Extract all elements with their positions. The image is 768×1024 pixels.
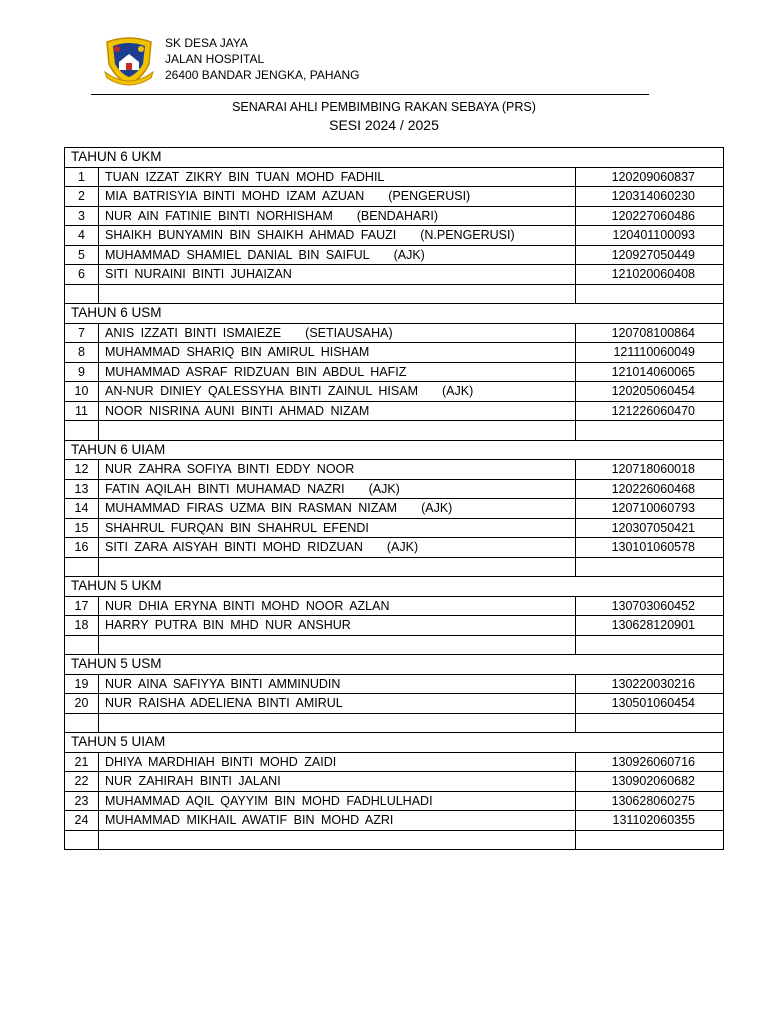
row-number: 3 [65,206,99,226]
table-row [65,791,724,811]
ic-number: 130628120901 [576,616,724,636]
member-name: SITI ZARA AISYAH BINTI MOHD RIDZUAN [105,540,363,555]
member-name: NUR DHIA ERYNA BINTI MOHD NOOR AZLAN [105,598,390,613]
table-row [65,772,724,792]
member-name-cell [99,694,576,714]
row-number: 22 [65,772,99,792]
blank-cell [576,284,724,304]
row-number: 11 [65,401,99,421]
member-name: NOOR NISRINA AUNI BINTI AHMAD NIZAM [105,403,370,418]
ic-number: 120209060837 [576,167,724,187]
table-row [65,596,724,616]
school-address [165,35,360,83]
blank-cell [65,635,99,655]
table-row [65,538,724,558]
member-name-cell [99,187,576,207]
row-number: 1 [65,167,99,187]
member-role: (PENGERUSI) [388,189,471,204]
ic-number: 120718060018 [576,460,724,480]
member-name-cell [99,245,576,265]
row-number: 20 [65,694,99,714]
row-number: 16 [65,538,99,558]
blank-row [65,557,724,577]
blank-cell [99,635,576,655]
member-name-cell [99,518,576,538]
member-name-cell [99,499,576,519]
member-name: DHIYA MARDHIAH BINTI MOHD ZAIDI [105,754,337,769]
member-name: MUHAMMAD SHAMIEL DANIAL BIN SAIFUL [105,247,370,262]
table-row [65,343,724,363]
blank-cell [99,557,576,577]
row-number: 19 [65,674,99,694]
member-name: SHAHRUL FURQAN BIN SHAHRUL EFENDI [105,520,369,535]
row-number: 24 [65,811,99,831]
section-header-row [65,655,724,675]
blank-cell [65,830,99,850]
ic-number: 130101060578 [576,538,724,558]
member-name: FATIN AQILAH BINTI MUHAMAD NAZRI [105,481,345,496]
section-header-row [65,304,724,324]
table-row [65,752,724,772]
section-header-row [65,733,724,753]
ic-number: 120227060486 [576,206,724,226]
member-role: (AJK) [386,540,419,555]
table-row [65,265,724,285]
row-number: 18 [65,616,99,636]
section-title: TAHUN 5 USM [65,655,724,675]
row-number: 23 [65,791,99,811]
member-name-cell [99,382,576,402]
member-name: NUR ZAHIRAH BINTI JALANI [105,774,281,789]
table-row [65,362,724,382]
row-number: 7 [65,323,99,343]
member-role: (AJK) [368,481,400,496]
member-name-cell [99,460,576,480]
table-row [65,167,724,187]
member-name-cell [99,811,576,831]
member-name-cell [99,362,576,382]
blank-cell [65,421,99,441]
section-header-row [65,148,724,168]
blank-cell [576,713,724,733]
table-row [65,382,724,402]
document-session: SESI 2024 / 2025 [329,117,439,133]
school-city: 26400 BANDAR JENGKA, PAHANG [165,68,360,82]
table-row [65,206,724,226]
blank-cell [576,421,724,441]
table-row [65,245,724,265]
ic-number: 130501060454 [576,694,724,714]
member-name-cell [99,226,576,246]
header-divider [91,94,649,95]
member-name: NUR ZAHRA SOFIYA BINTI EDDY NOOR [105,462,355,477]
table-row [65,479,724,499]
ic-number: 120401100093 [576,226,724,246]
ic-number: 120314060230 [576,187,724,207]
row-number: 15 [65,518,99,538]
member-name: NUR AIN FATINIE BINTI NORHISHAM [105,208,333,223]
section-title: TAHUN 5 UKM [65,577,724,597]
blank-cell [576,635,724,655]
blank-row [65,830,724,850]
section-header-row [65,440,724,460]
member-name-cell [99,772,576,792]
ic-number: 130220030216 [576,674,724,694]
member-name-cell [99,265,576,285]
member-role: (AJK) [393,247,425,262]
row-number: 17 [65,596,99,616]
school-street: JALAN HOSPITAL [165,52,265,66]
member-name-cell [99,206,576,226]
member-name-cell [99,538,576,558]
blank-cell [99,284,576,304]
section-title: TAHUN 6 USM [65,304,724,324]
member-role: (SETIAUSAHA) [305,325,393,340]
member-name-cell [99,616,576,636]
ic-number: 131102060355 [576,811,724,831]
member-name-cell [99,343,576,363]
table-row [65,616,724,636]
blank-row [65,284,724,304]
row-number: 4 [65,226,99,246]
member-name: TUAN IZZAT ZIKRY BIN TUAN MOHD FADHIL [105,169,385,184]
table-row [65,460,724,480]
ic-number: 121014060065 [576,362,724,382]
member-name: MUHAMMAD ASRAF RIDZUAN BIN ABDUL HAFIZ [105,364,407,379]
member-role: (N.PENGERUSI) [420,228,515,243]
member-name-cell [99,596,576,616]
blank-cell [65,713,99,733]
table-row [65,187,724,207]
table-row [65,226,724,246]
member-name: MUHAMMAD MIKHAIL AWATIF BIN MOHD AZRI [105,813,394,828]
member-name: MUHAMMAD AQIL QAYYIM BIN MOHD FADHLULHADI [105,793,433,808]
row-number: 10 [65,382,99,402]
table-row [65,811,724,831]
blank-cell [65,557,99,577]
ic-number: 120226060468 [576,479,724,499]
member-name-cell [99,401,576,421]
blank-cell [99,421,576,441]
row-number: 12 [65,460,99,480]
member-role: (BENDAHARI) [356,208,439,223]
blank-cell [576,557,724,577]
ic-number: 121226060470 [576,401,724,421]
ic-number: 130703060452 [576,596,724,616]
member-name: SITI NURAINI BINTI JUHAIZAN [105,267,292,282]
row-number: 8 [65,343,99,363]
member-name: NUR AINA SAFIYYA BINTI AMMINUDIN [105,676,341,691]
row-number: 9 [65,362,99,382]
member-name-cell [99,167,576,187]
section-header-row [65,577,724,597]
member-name: MUHAMMAD SHARIQ BIN AMIRUL HISHAM [105,345,370,360]
row-number: 14 [65,499,99,519]
ic-number: 130926060716 [576,752,724,772]
ic-number: 120205060454 [576,382,724,402]
ic-number: 120307050421 [576,518,724,538]
row-number: 13 [65,479,99,499]
blank-row [65,635,724,655]
member-name: ANIS IZZATI BINTI ISMAIEZE [105,325,282,340]
school-name: SK DESA JAYA [165,36,248,50]
row-number: 2 [65,187,99,207]
document-title: SENARAI AHLI PEMBIMBING RAKAN SEBAYA (PRS) [232,100,536,114]
ic-number: 121110060049 [576,343,724,363]
table-row [65,674,724,694]
member-role: (AJK) [441,384,474,399]
row-number: 21 [65,752,99,772]
table-row [65,401,724,421]
table-row [65,694,724,714]
ic-number: 130902060682 [576,772,724,792]
member-name-cell [99,479,576,499]
row-number: 5 [65,245,99,265]
section-title: TAHUN 6 UKM [65,148,724,168]
member-table [64,147,724,850]
blank-cell [99,830,576,850]
ic-number: 130628060275 [576,791,724,811]
member-name: AN-NUR DINIEY QALESSYHA BINTI ZAINUL HISAM [105,384,418,399]
table-row [65,518,724,538]
member-name: NUR RAISHA ADELIENA BINTI AMIRUL [105,696,343,711]
member-name: SHAIKH BUNYAMIN BIN SHAIKH AHMAD FAUZI [105,228,397,243]
member-name-cell [99,752,576,772]
blank-row [65,421,724,441]
row-number: 6 [65,265,99,285]
table-row [65,323,724,343]
ic-number: 120710060793 [576,499,724,519]
ic-number: 120927050449 [576,245,724,265]
member-name-cell [99,674,576,694]
table-row [65,499,724,519]
blank-cell [576,830,724,850]
member-name-cell [99,323,576,343]
member-name: MUHAMMAD FIRAS UZMA BIN RASMAN NIZAM [105,501,398,516]
member-name: MIA BATRISYIA BINTI MOHD IZAM AZUAN [105,189,365,204]
blank-row [65,713,724,733]
member-role: (AJK) [421,501,453,516]
member-name-cell [99,791,576,811]
school-crest-icon [101,34,157,86]
member-name: HARRY PUTRA BIN MHD NUR ANSHUR [105,618,351,633]
section-title: TAHUN 5 UIAM [65,733,724,753]
blank-cell [99,713,576,733]
ic-number: 120708100864 [576,323,724,343]
ic-number: 121020060408 [576,265,724,285]
blank-cell [65,284,99,304]
section-title: TAHUN 6 UIAM [65,440,724,460]
